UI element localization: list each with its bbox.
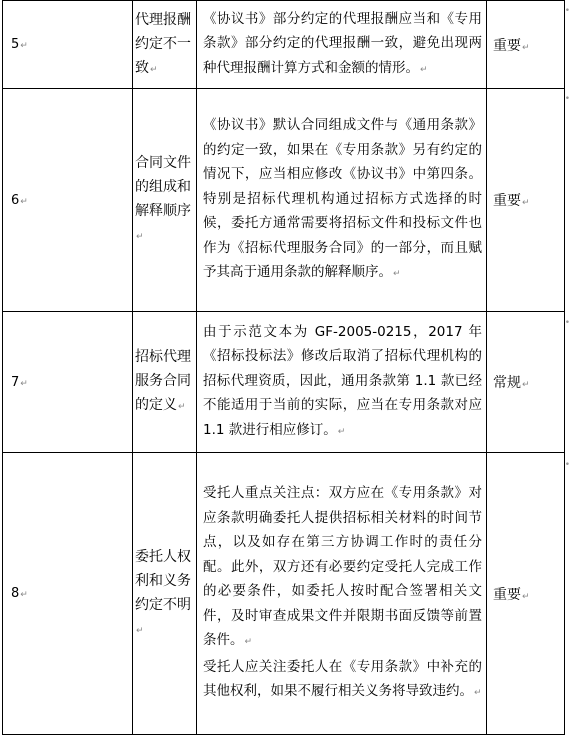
row-level: 重要↵ xyxy=(487,1,565,89)
row-description: 受托人重点关注点：双方应在《专用条款》对应条款明确委托人提供招标相关材料的时间节点，以及如存在第三方协调工作时的责任分配。此外，双方还有必要约定受托人完成工作的必要条件，如委托人按时配合签署相关文件，及时审查成果文件并限期书面反馈等前置条件。↵ 受托人应关注委托人在《专用条款》中补充的其他权利，如果不履行相关义务将导致违约。↵ xyxy=(197,453,487,735)
row-level: 重要↵ xyxy=(487,453,565,735)
table-row xyxy=(3,1,565,89)
table-row xyxy=(3,89,565,312)
paragraph-mark: • xyxy=(564,94,570,104)
row-number: 8↵ xyxy=(3,453,133,735)
table-row xyxy=(3,312,565,453)
table-row xyxy=(3,453,565,735)
row-description: 《协议书》默认合同组成文件与《通用条款》的约定一致，如果在《专用条款》另有约定的情况下，应当相应修改《协议书》中第四条。特别是招标代理机构通过招标方式选择的时候，委托方通常需要将招标文件和投标文件也作为《招标代理服务合同》的一部分，而且赋予其高于通用条款的解释顺序。↵ xyxy=(197,89,487,312)
paragraph-mark: • xyxy=(564,318,570,328)
requirements-table xyxy=(2,0,565,735)
row-description: 《协议书》部分约定的代理报酬应当和《专用条款》部分约定的代理报酬一致，避免出现两种代理报酬计算方式和金额的情形。↵ xyxy=(197,1,487,89)
row-number: 7↵ xyxy=(3,312,133,453)
row-level: 常规↵ xyxy=(487,312,565,453)
row-description: 由于示范文本为 GF-2005-0215，2017 年《招标投标法》修改后取消了招标代理机构的招标代理资质，因此，通用条款第 1.1 款已经不能适用于当前的实际，应当在专用条款对应 1.1 款进行相应修订。↵ xyxy=(197,312,487,453)
paragraph-mark: • xyxy=(564,460,570,470)
row-item: 代理报酬约定不一致↵ xyxy=(133,1,197,89)
row-item: 委托人权利和义务约定不明↵ xyxy=(133,453,197,735)
row-item: 合同文件的组成和解释顺序↵ xyxy=(133,89,197,312)
row-level: 重要↵ xyxy=(487,89,565,312)
row-number: 6↵ xyxy=(3,89,133,312)
paragraph-mark: • xyxy=(564,6,570,16)
row-number: 5↵ xyxy=(3,1,133,89)
row-item: 招标代理服务合同的定义↵ xyxy=(133,312,197,453)
